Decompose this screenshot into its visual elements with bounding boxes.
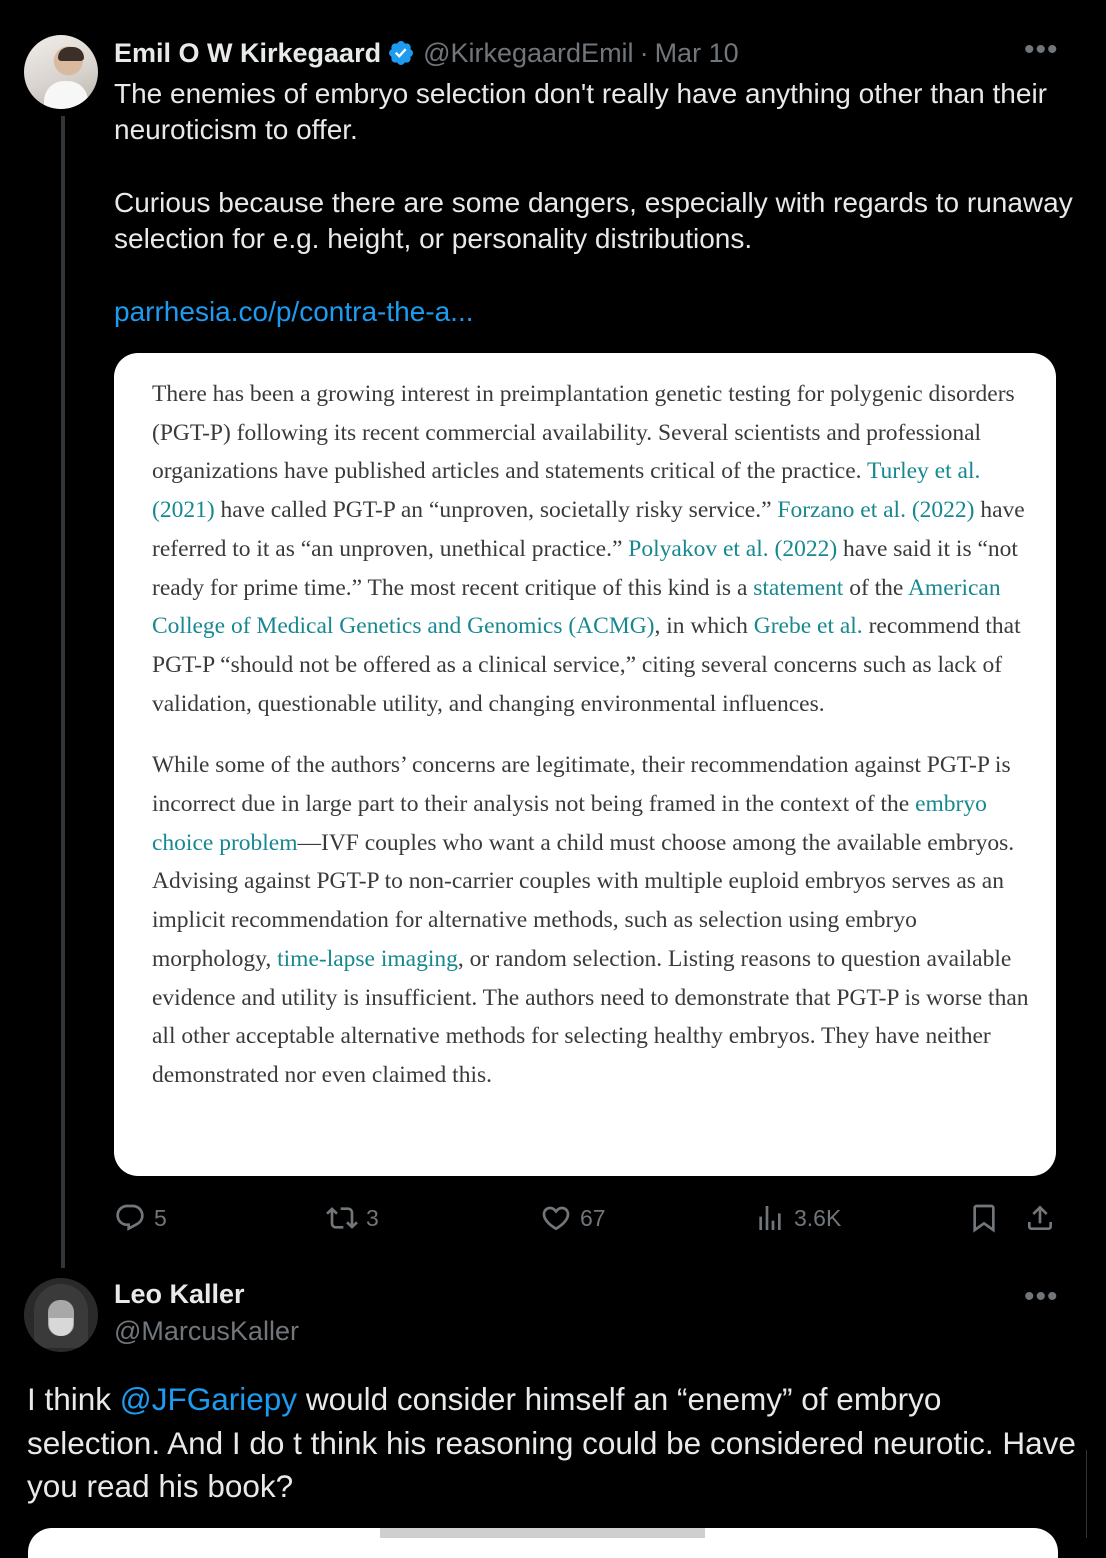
card-citation-link[interactable]: Forzano et al. (2022) bbox=[777, 497, 975, 524]
views-button[interactable] bbox=[754, 1196, 841, 1240]
timeline-divider bbox=[1086, 1450, 1087, 1538]
card-text-segment: recommend that PGT-P “should not be offered as a clinical service,” citing several concerns such as lack of validation, questionable utility, and changing environmental influences. bbox=[152, 613, 1021, 717]
quoted-image-card[interactable] bbox=[114, 353, 1056, 1176]
tweet-header bbox=[114, 36, 739, 70]
separator-dot: · bbox=[639, 37, 649, 68]
reply-author-avatar[interactable] bbox=[24, 1278, 98, 1352]
reply-text-start: I think bbox=[27, 1381, 120, 1417]
card-paragraph-2 bbox=[152, 746, 1034, 1094]
card-text-segment: have referred to it as “an unproven, unethical practice.” bbox=[152, 497, 1025, 562]
author-handle[interactable]: @KirkegaardEmil bbox=[423, 37, 634, 68]
card-text bbox=[152, 375, 1034, 1095]
tweet-link[interactable]: parrhesia.co/p/contra-the-a... bbox=[114, 296, 474, 327]
share-button[interactable] bbox=[1024, 1196, 1064, 1240]
tweet-text-paragraph-1: The enemies of embryo selection don't really have anything other than their neuroticism to offer. bbox=[114, 78, 1047, 145]
views-chart-icon bbox=[754, 1202, 786, 1234]
heart-icon bbox=[540, 1202, 572, 1234]
card-text-segment: , in which bbox=[654, 613, 754, 640]
more-options-icon[interactable]: ••• bbox=[1024, 33, 1059, 66]
author-avatar[interactable] bbox=[24, 35, 98, 109]
card-citation-link[interactable]: Turley et al. (2021) bbox=[152, 458, 981, 524]
reply-text bbox=[27, 1378, 1077, 1509]
verified-badge-icon bbox=[387, 39, 415, 67]
reply-text-end: would consider himself an “enemy” of embryo selection. And I do t think his reasoning could be considered neurotic. Have you read his book? bbox=[27, 1381, 1076, 1504]
card-citation-link[interactable]: American College of Medical Genetics and Genomics (ACMG) bbox=[152, 574, 1001, 640]
author-name[interactable]: Emil O W Kirkegaard bbox=[114, 37, 382, 68]
reply-attached-card[interactable] bbox=[28, 1528, 1058, 1558]
card-text-segment: have called PGT-P an “unproven, societally risky service.” bbox=[214, 497, 778, 524]
card-citation-link[interactable]: statement bbox=[753, 574, 844, 601]
like-button[interactable] bbox=[540, 1196, 606, 1240]
reply-author-name[interactable]: Leo Kaller bbox=[114, 1279, 245, 1309]
share-icon bbox=[1024, 1202, 1056, 1234]
reply-author-handle[interactable]: @MarcusKaller bbox=[114, 1316, 299, 1346]
reply-more-options-icon[interactable]: ••• bbox=[1024, 1280, 1059, 1313]
repost-count: 3 bbox=[366, 1204, 379, 1231]
bookmark-icon bbox=[968, 1202, 1000, 1234]
thread-line bbox=[61, 116, 65, 1268]
tweet-date[interactable]: Mar 10 bbox=[654, 37, 739, 68]
mention-link[interactable]: @JFGariepy bbox=[119, 1381, 298, 1417]
card-citation-link[interactable]: embryo choice problem bbox=[152, 791, 987, 856]
card-text-segment: of the bbox=[843, 574, 908, 601]
card-citation-link[interactable]: Polyakov et al. (2022) bbox=[628, 535, 838, 562]
tweet-actions bbox=[114, 1196, 1064, 1240]
card-paragraph-1 bbox=[152, 375, 1034, 723]
bookmark-button[interactable] bbox=[968, 1196, 1008, 1240]
reply-icon bbox=[114, 1202, 146, 1234]
reply-button[interactable] bbox=[114, 1196, 167, 1240]
like-count: 67 bbox=[580, 1204, 606, 1231]
card-text-segment: —IVF couples who want a child must choose among the available embryos. Advising against PGT-P to non-carrier couples with multiple euploid embryos serves as an implicit recommendation for alternative methods, such as selection using embryo morphology, bbox=[152, 829, 1015, 972]
repost-icon bbox=[326, 1202, 358, 1234]
reply-count: 5 bbox=[154, 1204, 167, 1231]
tweet-text-paragraph-2: Curious because there are some dangers, especially with regards to runaway selection for e.g. height, or personality distributions. bbox=[114, 187, 1073, 254]
card-text-segment: While some of the authors’ concerns are legitimate, their recommendation against PGT-P is incorrect due in large part to their analysis not being framed in the context of the bbox=[152, 752, 1011, 818]
card-citation-link[interactable]: Grebe et al. bbox=[753, 613, 863, 640]
card-text-segment: have said it is “not ready for prime time.” The most recent critique of this kind is a bbox=[152, 535, 1018, 601]
card-text-segment: , or random selection. Listing reasons to question available evidence and utility is insufficient. The authors need to demonstrate that PGT-P is worse than all other acceptable alternative methods for selecting healthy embryos. They have neither demonstrated nor even claimed this. bbox=[152, 945, 1029, 1088]
card-text-segment: There has been a growing interest in preimplantation genetic testing for polygenic disorders (PGT-P) following its recent commercial availability. Several scientists and professional organizations have published articles and statements critical of the practice. bbox=[152, 381, 1015, 485]
card-citation-link[interactable]: time-lapse imaging bbox=[277, 945, 458, 972]
views-count: 3.6K bbox=[794, 1204, 842, 1231]
repost-button[interactable] bbox=[326, 1196, 379, 1240]
tweet-text bbox=[114, 76, 1074, 330]
